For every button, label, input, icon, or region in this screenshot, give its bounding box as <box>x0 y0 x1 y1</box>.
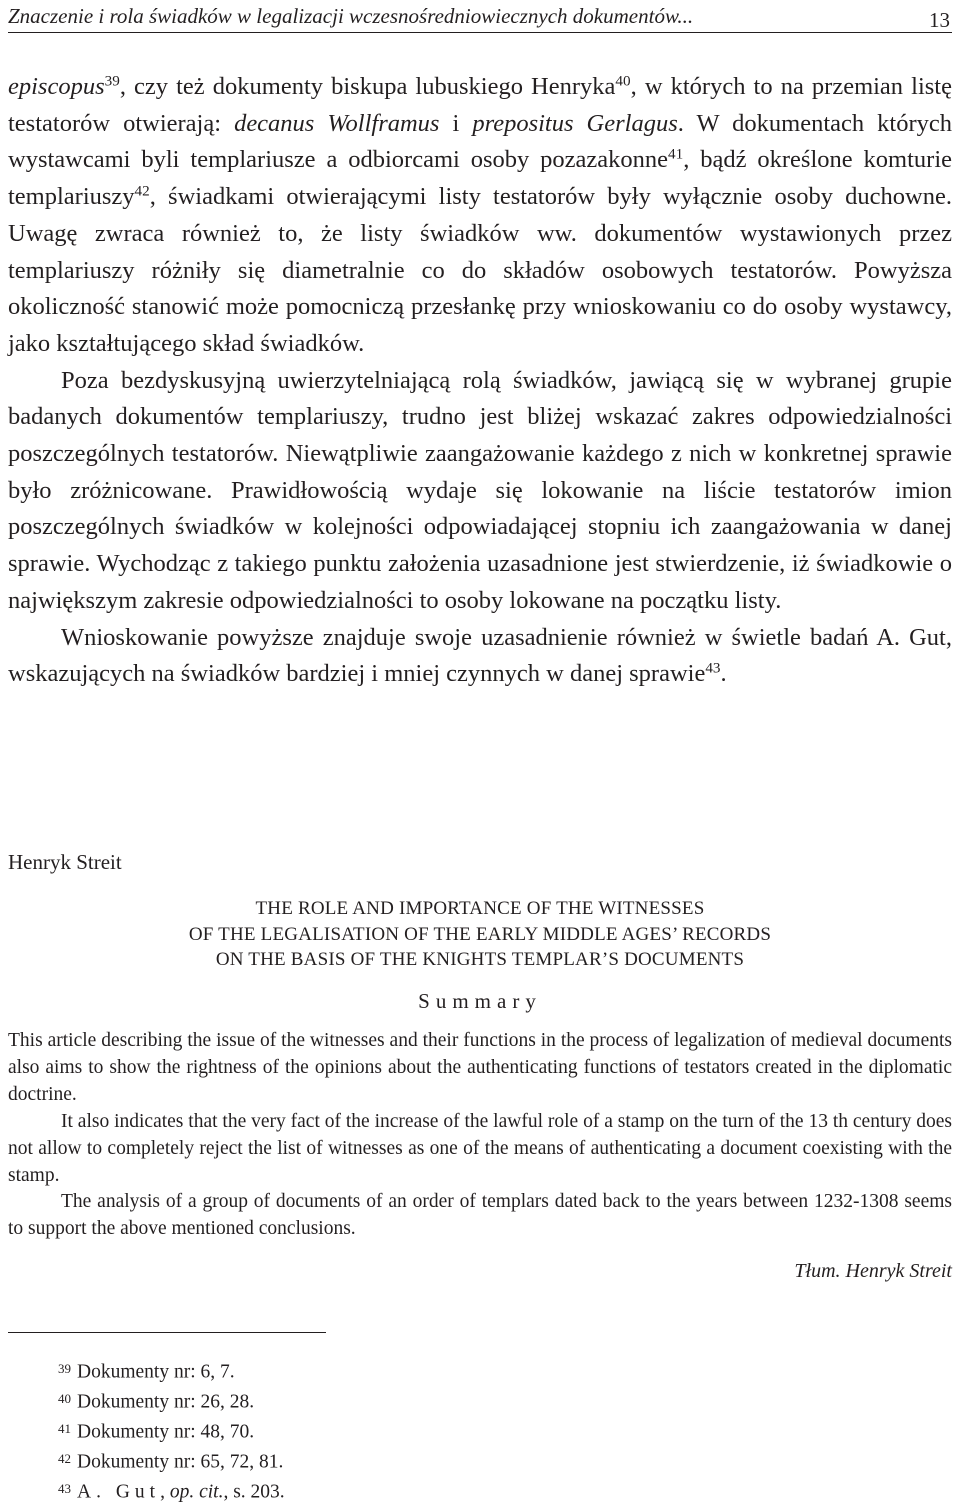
text-run: , w których to na przemian listę testatorów otwierają: <box>8 73 952 137</box>
main-text <box>8 69 952 693</box>
text-run: , czy też dokumenty biskupa lubuskiego Henryka <box>119 73 616 100</box>
footnote-ref-41[interactable]: 41 <box>668 146 684 164</box>
english-title-line: THE ROLE AND IMPORTANCE OF THE WITNESSES <box>255 898 705 919</box>
footnote-number: 43 <box>58 1481 71 1497</box>
summary-heading: Summary <box>418 989 542 1013</box>
text-run: . W dokumentach których wystawcami byli templariusze a odbiorcami osoby pozazakonne <box>8 109 952 174</box>
author-name: Henryk Streit <box>8 850 122 874</box>
latin-name: decanus Wollframus <box>234 109 440 137</box>
summary-paragraph: This article describing the issue of the witnesses and their functions in the process of legalization of medieval documents also aims to show the rightness of the opinions about the authenticating functions of testators created in the diplomatic doctrine. <box>8 1030 952 1105</box>
english-title-line: ON THE BASIS OF THE KNIGHTS TEMPLAR’S DOCUMENTS <box>215 949 745 970</box>
page-number: 13 <box>929 8 950 32</box>
footnote-text: , <box>160 1481 170 1503</box>
footnote-ref-40[interactable]: 40 <box>615 72 631 90</box>
footnote-ref-39[interactable]: 39 <box>104 72 120 90</box>
footnote-divider <box>8 1332 326 1333</box>
running-title: Znaczenie i rola świadków w legalizacji wczesnośredniowiecznych dokumentów... <box>8 4 694 28</box>
latin-term: episcopus <box>8 73 105 100</box>
english-title <box>0 896 960 973</box>
footnote-number: 42 <box>58 1451 71 1467</box>
paragraph-3 <box>8 620 952 693</box>
footnote-text: Dokumenty nr: 48, 70. <box>77 1421 255 1443</box>
footnote-39 <box>58 1356 285 1386</box>
footnote-opcit: op. cit. <box>169 1481 224 1503</box>
summary-paragraph: It also indicates that the very fact of the increase of the lawful role of a stamp on the turn of the 13 th century does not allow to completely reject the list of witnesses as one of the means of authenticating a document coexisting with the stamp. <box>8 1110 952 1186</box>
english-title-line: OF THE LEGALISATION OF THE EARLY MIDDLE AGES’ RECORDS <box>188 923 772 945</box>
footnote-ref-42[interactable]: 42 <box>134 182 150 200</box>
footnote-text: Dokumenty nr: 65, 72, 81. <box>77 1451 284 1473</box>
footnote-text: Dokumenty nr: 6, 7. <box>77 1361 235 1383</box>
running-header <box>8 2 952 33</box>
paragraph-2: Poza bezdyskusyjną uwierzytelniającą rolą świadków, jawiącą się w wybranej grupie badanych dokumentów templariuszy, trudno jest bliżej wskazać zakres odpowiedzialności poszczególnych testatorów. Niewątpliwie zaangażowanie każdego z nich w konkretnej sprawie było zróżnicowane. Prawidłowością wydaje się lokowanie na liście testatorów imion poszczególnych świadków w kolejności odpowiadającej stopniu ich zaangażowania w danej sprawie. Wychodząc z takiego punktu założenia uzasadnione jest stwierdzenie, iż świadkowie o największym zakresie odpowiedzialności to osoby lokowane na początku listy. <box>8 366 952 614</box>
footnote-text: Dokumenty nr: 26, 28. <box>77 1391 255 1413</box>
paragraph-1 <box>8 69 952 363</box>
footnotes <box>58 1356 285 1506</box>
footnote-text: , s. 203. <box>223 1481 285 1503</box>
footnote-number: 41 <box>58 1421 71 1437</box>
footnote-ref-43[interactable]: 43 <box>705 659 721 677</box>
footnote-42 <box>58 1446 285 1476</box>
footnote-43 <box>58 1476 285 1506</box>
summary-text <box>8 1028 952 1243</box>
translator-credit: Tłum. Henryk Streit <box>794 1260 952 1282</box>
footnote-number: 40 <box>58 1391 71 1407</box>
text-run: i <box>439 109 473 137</box>
footnote-author: A. Gut <box>77 1481 161 1503</box>
text-run: , bądź określone komturie templariuszy <box>8 146 953 211</box>
text-run: . <box>720 660 727 688</box>
text-run: Wnioskowanie powyższe znajduje swoje uzasadnienie również w świetle badań A. Gut, wskazujących na świadków bardziej i mniej czynnych w danej sprawie <box>8 623 952 688</box>
summary-paragraph: The analysis of a group of documents of an order of templars dated back to the years between 1232-1308 seems to support the above mentioned conclusions. <box>8 1191 952 1240</box>
text-run: , świadkami otwierającymi listy testatorów były wyłącznie osoby duchowne. Uwagę zwraca również to, że listy świadków ww. dokumentów wystawionych przez templariuszy różniły się diametralnie co do składów osobowych testatorów. Powyższa okoliczność stanowić może pomocniczą przesłankę przy wnioskowaniu co do osoby wystawcy, jako kształtującego skład świadków. <box>8 183 952 357</box>
footnote-40 <box>58 1386 285 1416</box>
footnote-41 <box>58 1416 285 1446</box>
latin-name: prepositus Gerlagus <box>472 109 678 137</box>
footnote-number: 39 <box>58 1361 71 1376</box>
